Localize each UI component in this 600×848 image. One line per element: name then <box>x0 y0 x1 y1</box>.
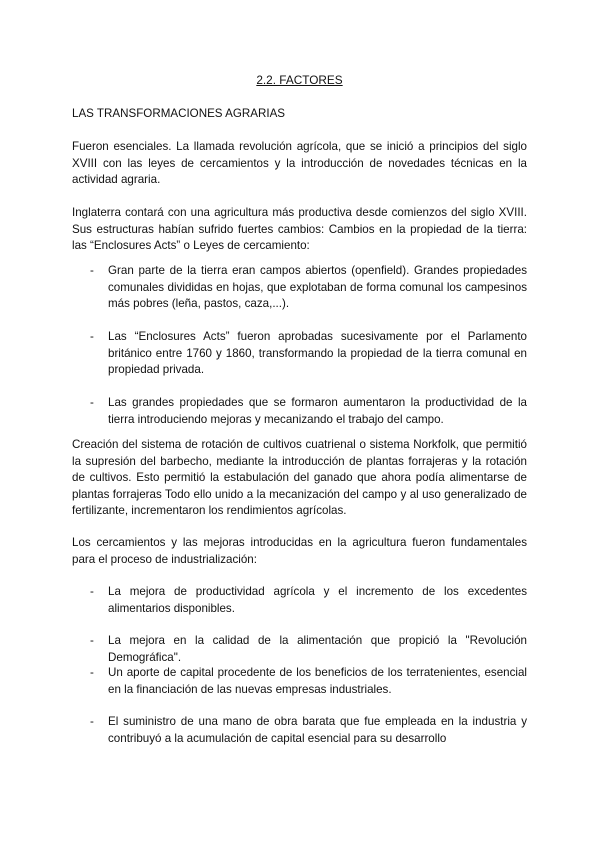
paragraph: Fueron esenciales. La llamada revolución agrícola, que se inició a principios del siglo XVIII con las leyes de cercamientos y la introducción de novedades técnicas en la actividad agraria. <box>72 140 527 186</box>
list-item-text: Un aporte de capital procedente de los beneficios de los terratenientes, esencial en la financiación de las nuevas empresas industriales. <box>108 666 527 696</box>
list-item <box>90 329 527 379</box>
list-item <box>90 665 527 698</box>
paragraph: Los cercamientos y las mejoras introducidas en la agricultura fueron fundamentales para el proceso de industrialización: <box>72 536 527 566</box>
list-item-text: Las “Enclosures Acts” fueron aprobadas sucesivamente por el Parlamento británico entre 1760 y 1860, transformando la propiedad de la tierra comunal en propiedad privada. <box>108 330 527 376</box>
bullet-marker: - <box>90 330 94 343</box>
list-item <box>90 395 527 428</box>
bullet-marker: - <box>90 715 94 728</box>
list-item-text: Gran parte de la tierra eran campos abiertos (openfield). Grandes propiedades comunales divididas en hojas, que explotaban de forma comunal los campesinos más pobres (leña, pastos, caza,...). <box>108 264 527 310</box>
list-item-text: Las grandes propiedades que se formaron aumentaron la productividad de la tierra introduciendo mejoras y mecanizando el trabajo del campo. <box>108 396 527 426</box>
bullet-marker: - <box>90 396 94 409</box>
list-item <box>90 584 527 617</box>
list-item <box>90 263 527 313</box>
paragraph: Inglaterra contará con una agricultura más productiva desde comienzos del siglo XVIII. Sus estructuras habían sufrido fuertes cambios: Cambios en la propiedad de la tierra: las “Enclosures Acts” o Leyes de cercamiento: <box>72 206 527 252</box>
list-item-text: La mejora de productividad agrícola y el incremento de los excedentes alimentarios disponibles. <box>108 585 527 615</box>
paragraph: Creación del sistema de rotación de cultivos cuatrienal o sistema Norkfolk, que permitió la supresión del barbecho, mediante la introducción de plantas forrajeras y la rotación de cultivos. Esto permitió la estabulación del ganado que ahora podía alimentarse de plantas forrajeras Todo ello unido a la mecanización del campo y al uso generalizado de fertilizante, incrementaron los rendimientos agrícolas. <box>72 438 527 517</box>
bullet-marker: - <box>90 634 94 647</box>
list-item-text: La mejora en la calidad de la alimentación que propició la "Revolución Demográfica". <box>108 634 527 664</box>
section-title: 2.2. FACTORES <box>256 73 343 87</box>
list-item <box>90 714 527 747</box>
bullet-marker: - <box>90 264 94 277</box>
bullet-marker: - <box>90 666 94 679</box>
list-item <box>90 633 527 666</box>
list-item-text: El suministro de una mano de obra barata que fue empleada en la industria y contribuyó a la acumulación de capital esencial para su desarrollo <box>108 715 527 745</box>
bullet-marker: - <box>90 585 94 598</box>
section-heading: LAS TRANSFORMACIONES AGRARIAS <box>72 107 286 120</box>
